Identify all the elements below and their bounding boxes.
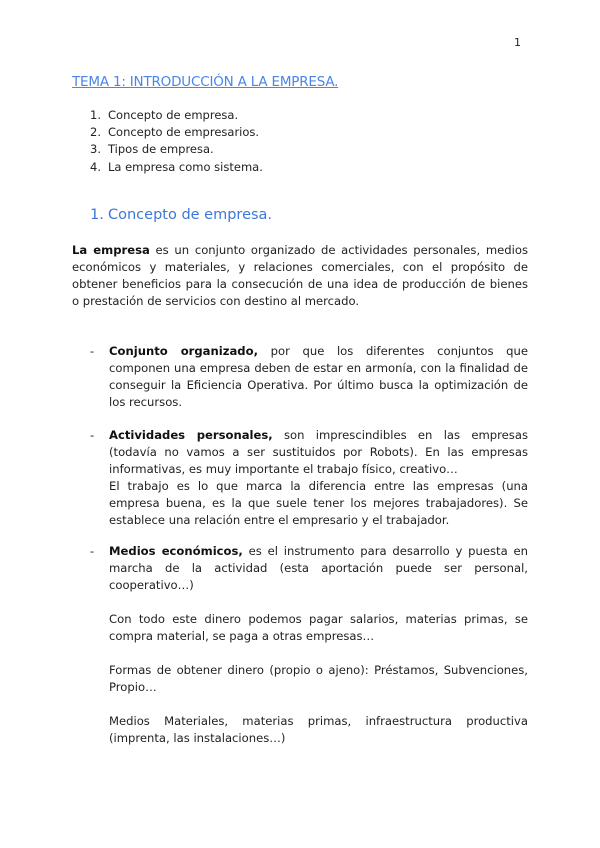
bullet-dash: - <box>90 544 95 558</box>
toc-item-label: Concepto de empresarios. <box>108 125 260 140</box>
toc-item <box>90 141 263 158</box>
intro-term: La empresa <box>72 243 150 257</box>
bullet-subparagraph: Formas de obtener dinero (propio o ajeno): Préstamos, Subvenciones, Propio… <box>109 663 528 694</box>
toc-item-label: La empresa como sistema. <box>108 159 263 174</box>
bullet-subparagraph: Medios Materiales, materias primas, infraestructura productiva (imprenta, las instalaciones…) <box>109 714 528 745</box>
bullet-text: es el instrumento para desarrollo y puesta en marcha de la actividad (esta aportación puede ser personal, cooperativo…) <box>109 544 528 592</box>
bullet-item <box>90 343 528 411</box>
bullet-paragraph <box>109 543 528 594</box>
bullet-dash: - <box>90 344 95 358</box>
intro-paragraph <box>72 242 528 310</box>
table-of-contents <box>90 107 263 176</box>
bullet-item <box>90 427 528 529</box>
toc-item-number: 4. <box>90 159 101 174</box>
bullet-term: Actividades personales, <box>109 428 273 442</box>
document-title: TEMA 1: INTRODUCCIÓN A LA EMPRESA. <box>72 74 339 90</box>
bullet-paragraph <box>109 427 528 478</box>
section-heading <box>90 207 272 223</box>
toc-item <box>90 124 263 141</box>
toc-item-label: Concepto de empresa. <box>108 108 239 122</box>
intro-text: es un conjunto organizado de actividades personales, medios económicos y materiales, y relaciones comerciales, con el propósito de obtener beneficios para la consecución de una idea de producción de bienes o prestación de servicios con destino al mercado. <box>72 243 529 308</box>
toc-item-number: 3. <box>90 142 101 157</box>
toc-item <box>90 107 263 124</box>
bullet-continuation: El trabajo es lo que marca la diferencia entre las empresas (una empresa buena, es la que suele tener los mejores trabajadores). Se establece una relación entre el empresario y el trabajador. <box>109 479 528 527</box>
section-number: 1. <box>90 207 104 223</box>
bullet-term: Medios económicos, <box>109 544 243 558</box>
toc-item-number: 2. <box>90 125 101 140</box>
section-title: Concepto de empresa. <box>108 207 273 223</box>
bullet-term: Conjunto organizado, <box>109 344 258 358</box>
bullet-paragraph <box>109 343 528 411</box>
page-number: 1 <box>514 36 521 49</box>
toc-item <box>90 159 263 176</box>
bullet-text: por que los diferentes conjuntos que componen una empresa deben de estar en armonía, con la finalidad de conseguir la Eficiencia Operativa. Por último busca la optimización de los recursos. <box>109 344 528 409</box>
bullet-dash: - <box>90 428 95 442</box>
bullet-text: son imprescindibles en las empresas (todavía no vamos a ser sustituidos por Robots). En las empresas informativas, es muy importante el trabajo físico, creativo… <box>109 428 528 476</box>
bullet-item <box>90 543 528 747</box>
toc-item-number: 1. <box>90 108 101 122</box>
bullet-subparagraph: Con todo este dinero podemos pagar salarios, materias primas, se compra material, se paga a otras empresas… <box>109 612 528 643</box>
toc-item-label: Tipos de empresa. <box>108 142 214 157</box>
